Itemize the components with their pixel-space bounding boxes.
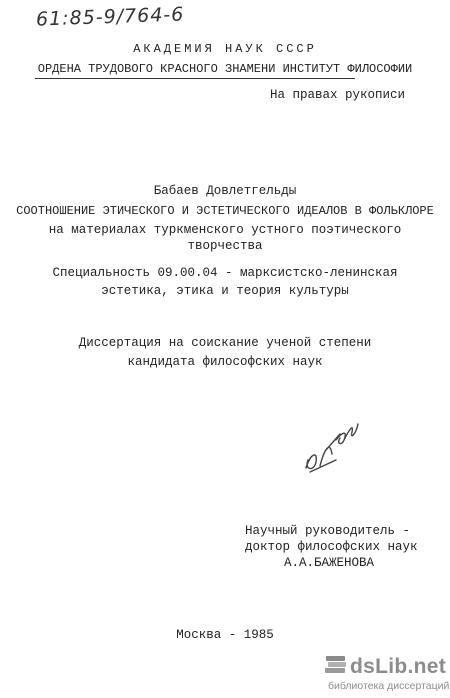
watermark-tagline: библиотека диссертаций: [328, 680, 450, 692]
city-year: Москва - 1985: [176, 628, 274, 642]
dissertation-title: СООТНОШЕНИЕ ЭТИЧЕСКОГО И ЭСТЕТИЧЕСКОГО ИДЕАЛОВ В ФОЛЬКЛОРЕ: [16, 204, 434, 218]
author-signature: [296, 410, 366, 480]
specialty-line-2: эстетика, этика и теория культуры: [101, 284, 349, 298]
degree-line-1: Диссертация на соискание ученой степени: [78, 336, 372, 350]
handwritten-catalog-code: 61:85-9/764-6: [35, 3, 185, 31]
supervisor-label: Научный руководитель -: [245, 524, 411, 538]
author-name: Бабаев Довлетгельды: [153, 184, 297, 198]
book-stack-icon: [324, 655, 350, 677]
institute-underline: [35, 78, 355, 79]
watermark-name: dsLib.net: [350, 655, 447, 678]
academy-heading: АКАДЕМИЯ НАУК СССР: [133, 42, 317, 56]
specialty-line-1: Специальность 09.00.04 - марксистско-ленинская: [52, 266, 398, 280]
subtitle-line-2: творчества: [187, 239, 263, 253]
dslib-watermark[interactable]: [322, 653, 450, 695]
subtitle-line-1: на материалах туркменского устного поэтического: [48, 223, 402, 237]
institute-heading: ОРДЕНА ТРУДОВОГО КРАСНОГО ЗНАМЕНИ ИНСТИТУТ ФИЛОСОФИИ: [37, 62, 413, 76]
degree-line-2: кандидата философских наук: [127, 355, 323, 369]
supervisor-name: А.А.БАЖЕНОВА: [284, 556, 375, 570]
rights-notice: На правах рукописи: [270, 88, 406, 102]
supervisor-degree: доктор философских наук: [245, 540, 418, 554]
